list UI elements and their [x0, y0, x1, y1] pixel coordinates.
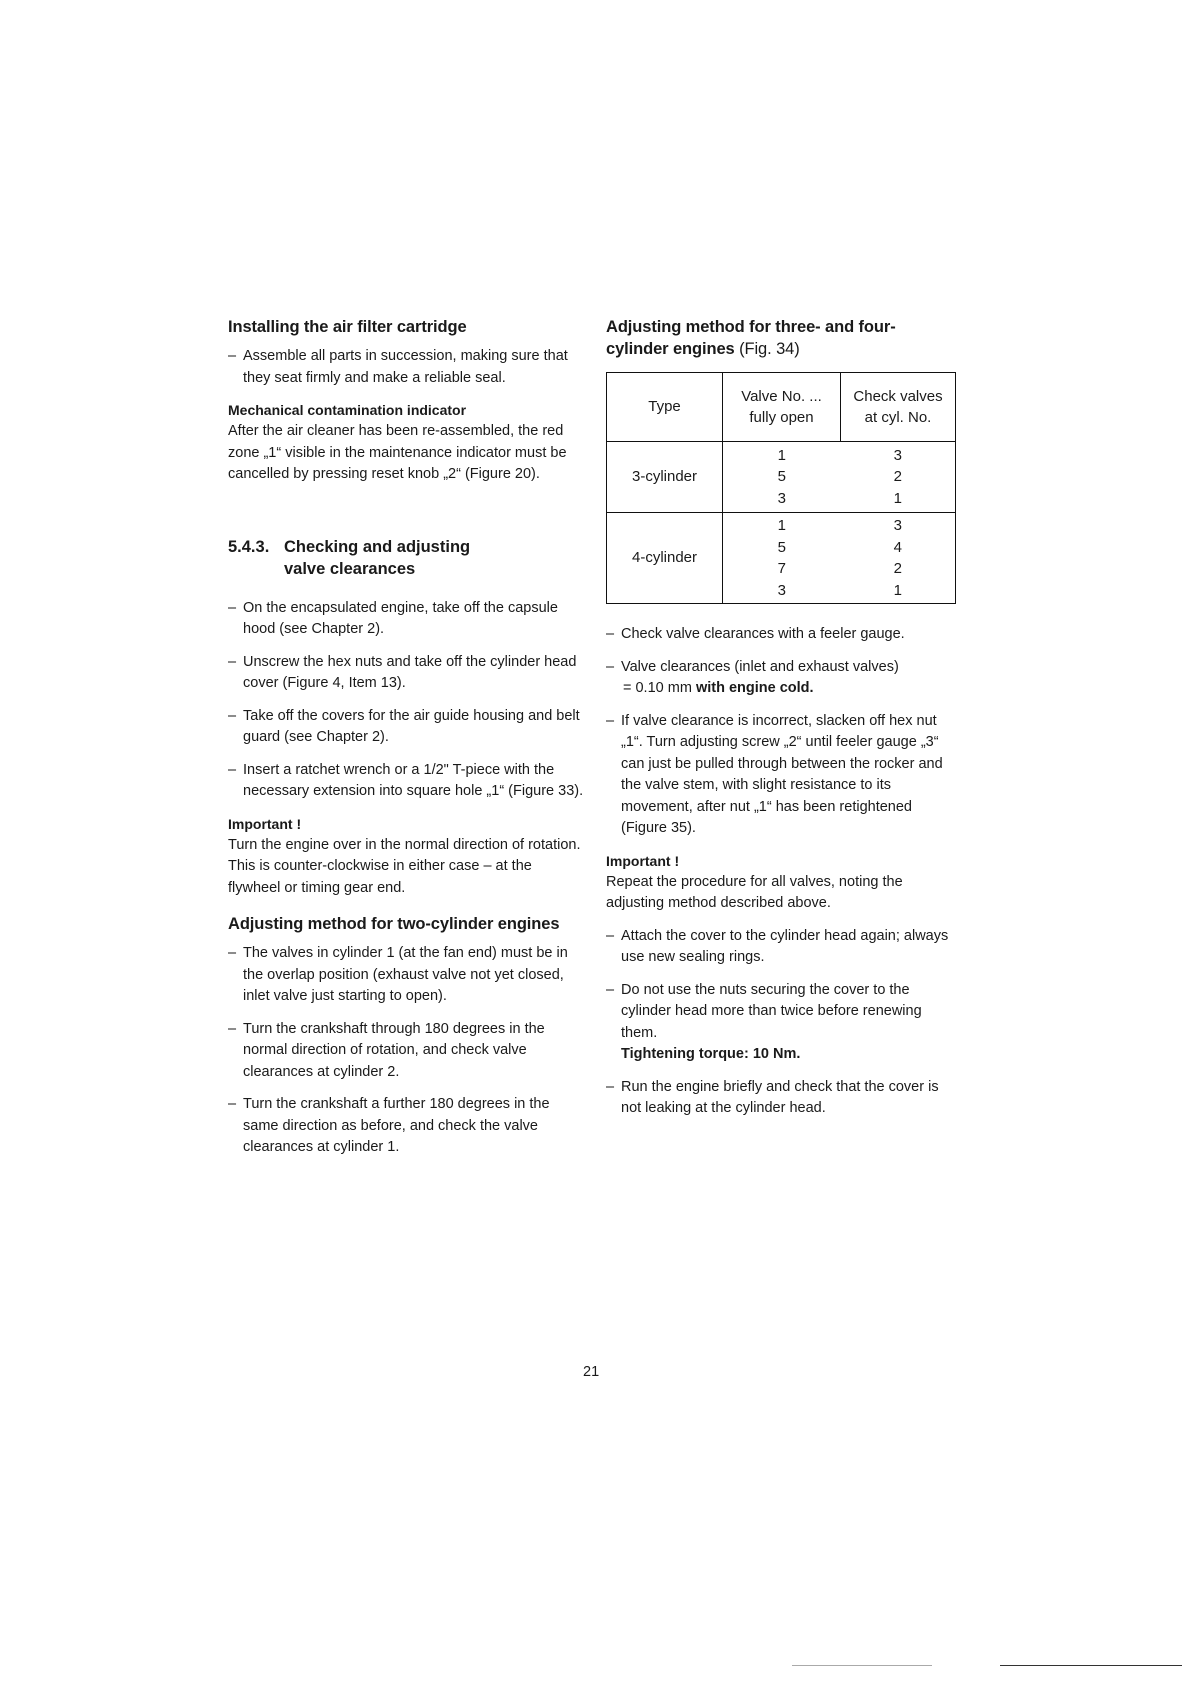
heading-air-filter: Installing the air filter cartridge [228, 318, 467, 336]
section-number: 5.4.3. [228, 537, 270, 556]
bottom-rule-left [792, 1665, 932, 1666]
list-item: – Do not use the nuts securing the cover to the cylinder head more than twice before renewing them. Tightening torque: 10 Nm. [606, 980, 958, 1066]
section-heading-5-4-3 [228, 536, 584, 580]
table-row [607, 442, 956, 513]
list-item: – On the encapsulated engine, take off the capsule hood (see Chapter 2). [228, 598, 584, 641]
heading-important: Important ! [606, 852, 680, 869]
heading-mech-indicator: Mechanical contamination indicator [228, 402, 467, 418]
reassembly-list [606, 926, 958, 1120]
heading-bold-part: Adjusting method for three- and four-cylinder engines [606, 318, 896, 358]
list-item: – Valve clearances (inlet and exhaust valves) = 0.10 mm with engine cold. [606, 657, 958, 700]
important-text-1: Turn the engine over in the normal direction of rotation. [228, 836, 581, 853]
tightening-torque: Tightening torque: 10 Nm. [621, 1046, 801, 1062]
heading-important: Important ! [228, 815, 302, 832]
list-item: – If valve clearance is incorrect, slacken off hex nut „1“. Turn adjusting screw „2“ until feeler gauge „3“ can just be pulled through between the rocker and the valve stem, with slight resistance to its movement, after nut „1“ has been retightened (Figure 35). [606, 711, 958, 840]
heading-three-four-cylinder [606, 316, 958, 360]
right-column [606, 316, 958, 1131]
list-item: – Unscrew the hex nuts and take off the cylinder head cover (Figure 4, Item 13). [228, 652, 584, 695]
list-item: – Take off the covers for the air guide housing and belt guard (see Chapter 2). [228, 706, 584, 749]
air-filter-list [228, 346, 584, 389]
valve-table [606, 372, 956, 604]
list-item: – Turn the crankshaft a further 180 degrees in the same direction as before, and check the valve clearances at cylinder 1. [228, 1094, 584, 1159]
important-text: Repeat the procedure for all valves, noting the adjusting method described above. [606, 873, 903, 911]
list-item: – Run the engine briefly and check that the cover is not leaking at the cylinder head. [606, 1077, 958, 1120]
adjust-list [606, 624, 958, 840]
table-cell-valves: 1 5 3 [723, 442, 841, 513]
list-item: – Insert a ratchet wrench or a 1/2" T-piece with the necessary extension into square hole „1“ (Figure 33). [228, 760, 584, 803]
table-cell-type: 4-cylinder [607, 513, 723, 604]
procedure-list [228, 598, 584, 803]
list-item: – Assemble all parts in succession, making sure that they seat firmly and make a reliable seal. [228, 346, 584, 389]
mech-indicator-text: After the air cleaner has been re-assembled, the red zone „1“ visible in the maintenance indicator must be cancelled by pressing reset knob „2“ (Figure 20). [228, 423, 567, 482]
list-item: – Turn the crankshaft through 180 degrees in the normal direction of rotation, and check valve clearances at cylinder 2. [228, 1019, 584, 1084]
list-item: – Attach the cover to the cylinder head again; always use new sealing rings. [606, 926, 958, 969]
list-item: – Check valve clearances with a feeler gauge. [606, 624, 958, 646]
table-header-type: Type [607, 373, 723, 442]
left-column [228, 316, 584, 1170]
page-number: 21 [583, 1364, 600, 1380]
table-header-check: Check valves at cyl. No. [841, 373, 956, 442]
heading-two-cylinder: Adjusting method for two-cylinder engines [228, 915, 560, 933]
section-title-line1: Checking and adjusting [284, 537, 471, 556]
bottom-rule-right [1000, 1665, 1182, 1666]
important-text-2: This is counter-clockwise in either case – at the flywheel or timing gear end. [228, 858, 532, 896]
list-item: – The valves in cylinder 1 (at the fan end) must be in the overlap position (exhaust valve not yet closed, inlet valve just starting to open). [228, 943, 584, 1008]
section-title-line2: valve clearances [284, 559, 416, 578]
table-cell-type: 3-cylinder [607, 442, 723, 513]
table-row [607, 513, 956, 604]
table-cell-cyls: 3 4 2 1 [841, 513, 956, 604]
heading-fig-ref: (Fig. 34) [739, 340, 800, 358]
table-cell-valves: 1 5 7 3 [723, 513, 841, 604]
table-cell-cyls: 3 2 1 [841, 442, 956, 513]
table-header-valve: Valve No. ... fully open [723, 373, 841, 442]
engine-cold-note: with engine cold. [695, 680, 814, 696]
two-cylinder-list [228, 943, 584, 1159]
